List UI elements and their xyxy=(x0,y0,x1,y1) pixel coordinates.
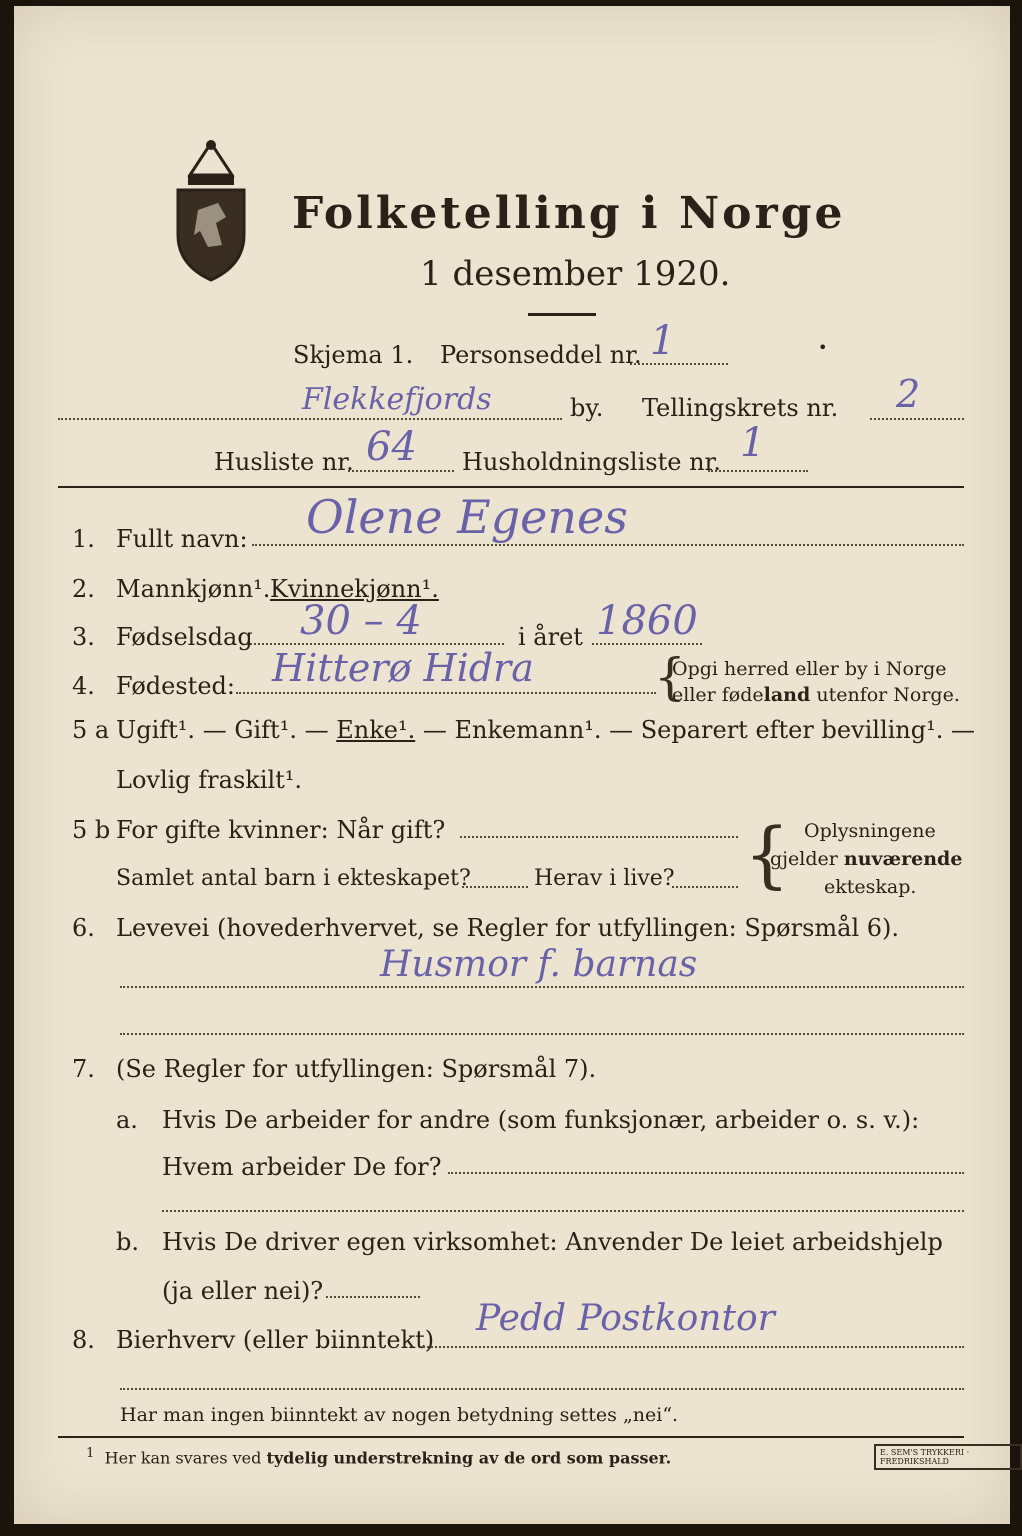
q1-number: 1. xyxy=(72,525,95,553)
personseddel-value: 1 xyxy=(650,318,676,364)
brace: { xyxy=(654,648,686,706)
employer-field-line2[interactable] xyxy=(162,1210,964,1212)
children-field[interactable] xyxy=(462,886,528,888)
q7a-line2: Hvem arbeider De for? xyxy=(162,1153,442,1181)
q8-number: 8. xyxy=(72,1326,95,1354)
tellingskrets-field[interactable] xyxy=(870,418,964,420)
gift-option[interactable]: Gift¹. xyxy=(234,716,297,744)
q7b-text: Hvis De driver egen virksomhet: Anvender De leiet arbeidshjelp xyxy=(162,1228,943,1256)
female-option[interactable]: Kvinnekjønn¹. xyxy=(270,575,439,603)
personseddel-field[interactable] xyxy=(630,363,728,365)
personseddel-label: Personseddel nr. xyxy=(440,341,642,369)
q1-label: Fullt navn: xyxy=(116,525,248,553)
tellingskrets-label: Tellingskrets nr. xyxy=(642,394,839,422)
section-divider xyxy=(58,486,964,488)
husholdning-value: 1 xyxy=(740,420,766,466)
coat-of-arms-icon xyxy=(170,135,252,285)
children-label: Samlet antal barn i ekteskapet? xyxy=(116,866,471,891)
husliste-label: Husliste nr. xyxy=(214,448,354,476)
alive-label: Herav i live? xyxy=(534,866,675,891)
occupation-field-line1[interactable] xyxy=(120,986,964,988)
census-date: 1 desember 1920. xyxy=(420,254,731,294)
printer-stamp: E. SEM'S TRYKKERI · FREDRIKSHALD xyxy=(874,1444,1022,1470)
alive-field[interactable] xyxy=(672,886,738,888)
town-value: Flekkefjords xyxy=(302,382,492,417)
q7-label: (Se Regler for utfyllingen: Spørsmål 7). xyxy=(116,1055,597,1083)
q7b-number: b. xyxy=(116,1228,139,1256)
year-label: i året xyxy=(518,623,583,651)
married-when-field[interactable] xyxy=(460,836,738,838)
title-divider xyxy=(528,313,596,316)
q4-number: 4. xyxy=(72,672,95,700)
side-income-field[interactable] xyxy=(420,1346,964,1348)
husholdning-label: Husholdningsliste nr. xyxy=(462,448,721,476)
q7a-number: a. xyxy=(116,1106,138,1134)
q5a-number: 5 a xyxy=(72,716,110,744)
town-field[interactable] xyxy=(58,418,562,420)
q5b-note-line1: Oplysningene xyxy=(804,820,936,842)
form-title: Folketelling i Norge xyxy=(292,188,846,239)
q4-note-line2: eller fødeland utenfor Norge. xyxy=(672,684,960,706)
dash: — xyxy=(304,716,329,744)
q5b-note-line2: gjelder nuværende xyxy=(770,848,963,870)
civil-status-line xyxy=(116,716,975,744)
q6-label: Levevei (hovederhvervet, se Regler for utfyllingen: Spørsmål 6). xyxy=(116,914,900,942)
tellingskrets-value: 2 xyxy=(896,372,921,416)
biinntekt-note: Har man ingen biinntekt av nogen betydning settes „nei“. xyxy=(120,1404,679,1426)
birthday-value: 30 – 4 xyxy=(300,598,422,644)
q4-note-line1: Opgi herred eller by i Norge xyxy=(672,658,947,680)
employer-field[interactable] xyxy=(448,1172,964,1174)
lovlig-fraskilt-option[interactable]: Lovlig fraskilt¹. xyxy=(116,766,303,794)
footer-divider xyxy=(58,1436,964,1438)
husliste-value: 64 xyxy=(366,424,417,470)
side-income-field-line2[interactable] xyxy=(120,1388,964,1390)
ugift-option[interactable]: Ugift¹. xyxy=(116,716,196,744)
full-name-field[interactable] xyxy=(252,544,964,546)
brace: { xyxy=(744,812,790,896)
q7-number: 7. xyxy=(72,1055,95,1083)
birthplace-field[interactable] xyxy=(236,692,656,694)
ink-dot: • xyxy=(818,338,828,357)
dash: — xyxy=(202,716,227,744)
q6-number: 6. xyxy=(72,914,95,942)
full-name-value: Olene Egenes xyxy=(306,490,628,544)
skjema-label: Skjema 1. xyxy=(293,341,414,369)
q7a-text: Hvis De arbeider for andre (som funksjonær, arbeider o. s. v.): xyxy=(162,1106,920,1134)
male-option[interactable]: Mannkjønn¹. xyxy=(116,575,271,603)
side-income-value: Pedd Postkontor xyxy=(476,1298,775,1339)
q5b-note-line3: ekteskap. xyxy=(824,876,917,898)
occupation-field-line2[interactable] xyxy=(120,1033,964,1035)
q8-label: Bierhverv (eller biinntekt) xyxy=(116,1326,435,1354)
q4-label: Fødested: xyxy=(116,672,235,700)
husliste-field[interactable] xyxy=(348,470,454,472)
birth-year-value: 1860 xyxy=(596,598,698,644)
hired-help-field[interactable] xyxy=(326,1296,420,1298)
birthplace-value: Hitterø Hidra xyxy=(272,646,534,690)
by-label: by. xyxy=(570,394,604,422)
q5b-label: For gifte kvinner: Når gift? xyxy=(116,816,446,844)
q3-label: Fødselsdag xyxy=(116,623,253,651)
q3-number: 3. xyxy=(72,623,95,651)
q5b-number: 5 b xyxy=(72,816,111,844)
q2-number: 2. xyxy=(72,575,95,603)
q7b-line2: (ja eller nei)? xyxy=(162,1277,324,1305)
husholdning-field[interactable] xyxy=(708,470,808,472)
footnote: $^1$ Her kan svares ved tydelig understrekning av de ord som passer. xyxy=(86,1446,672,1468)
enke-option[interactable]: Enke¹. xyxy=(336,716,416,744)
civil-status-rest[interactable]: — Enkemann¹. — Separert efter bevilling¹. — xyxy=(422,716,975,744)
occupation-value: Husmor f. barnas xyxy=(380,944,698,985)
